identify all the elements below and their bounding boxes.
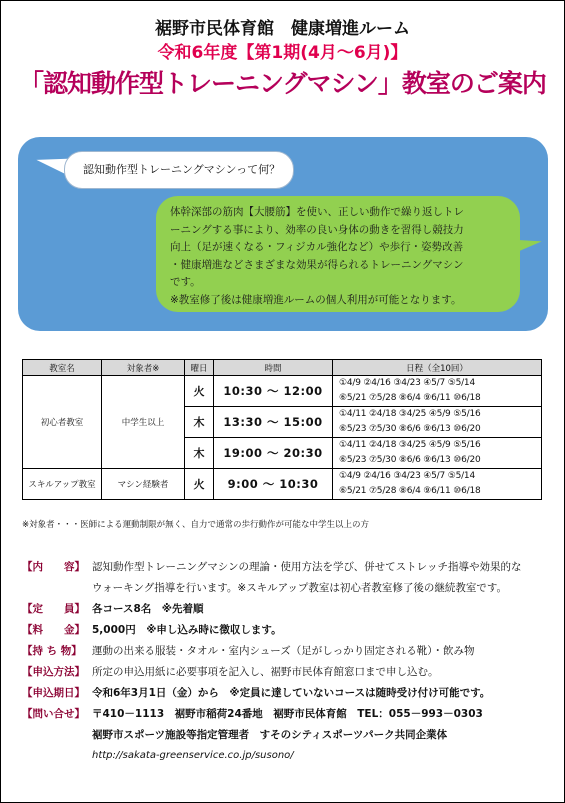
content-label: 【内 容】	[22, 561, 85, 573]
details-section	[22, 556, 552, 766]
answer-line: ※教室修了後は健康増進ルームの個人利用が可能となります。	[170, 293, 462, 306]
class-beginner: 初心者教室	[23, 376, 102, 469]
target-note: ※対象者・・・医師による運動制限が無く、自力で通常の歩行動作が可能な中学生以上の方	[22, 520, 369, 530]
dates-cell	[333, 376, 542, 407]
class-title: 「認知動作型トレーニングマシン」教室のご案内	[19, 69, 546, 98]
apply-label: 【申込方法】	[22, 666, 85, 678]
time-cell: 13:30 ～ 15:00	[214, 407, 333, 438]
items-label: 【持 ち 物】	[22, 645, 82, 657]
time-cell: 10:30 ～ 12:00	[214, 376, 333, 407]
apply-text: 所定の申込用紙に必要事項を記入し、裾野市民体育館窓口まで申し込む。	[92, 666, 439, 678]
target-skillup: マシン経験者	[102, 469, 185, 500]
table-row	[23, 469, 542, 500]
dates-cell	[333, 469, 542, 500]
dates-cell	[333, 438, 542, 469]
capacity-row	[22, 598, 552, 619]
capacity-label: 【定 員】	[22, 603, 85, 615]
answer-line: ・健康増進などさまざまな効果が得られるトレーニングマシン	[170, 258, 464, 271]
answer-line: 体幹深部の筋肉【大腰筋】を使い、正しい動作で繰り返しトレ	[170, 206, 464, 218]
dates-line: ①4/9 ②4/16 ③4/23 ④5/7 ⑤5/14	[339, 471, 475, 481]
dates-line: ⑥5/21 ⑦5/28 ⑧6/4 ⑨6/11 ⑩6/18	[339, 486, 481, 496]
header-class: 教室名	[23, 360, 102, 376]
time-cell: 19:00 ～ 20:30	[214, 438, 333, 469]
contact-address: 〒410－1113 裾野市稲荷24番地 裾野市民体育館 TEL：055－993－0303	[92, 708, 483, 720]
items-text: 運動の出来る服装・タオル・室内シューズ（足がしっかり固定される靴）・飲み物	[92, 645, 475, 657]
target-beginner: 中学生以上	[102, 376, 185, 469]
table-header-row	[23, 360, 542, 376]
content-text: 認知動作型トレーニングマシンの理論・使用方法を学び、併せてストレッチ指導や効果的な	[92, 561, 522, 573]
header-day: 曜日	[185, 360, 214, 376]
contact-row-continued	[22, 724, 552, 745]
apply-row	[22, 661, 552, 682]
day-cell: 木	[185, 407, 214, 438]
period-label: 【申込期日】	[22, 687, 85, 699]
content-text-2: ウォーキング指導を行います。※スキルアップ教室は初心者教室修了後の継続教室です。	[92, 582, 508, 594]
dates-cell	[333, 407, 542, 438]
content-row-continued	[22, 577, 552, 598]
term-title: 令和6年度【第1期(4月～6月)】	[157, 43, 408, 63]
contact-url-row	[22, 745, 552, 766]
answer-line: です。	[170, 276, 201, 288]
dates-line: ⑥5/23 ⑦5/30 ⑧6/6 ⑨6/13 ⑩6/20	[339, 455, 481, 465]
header-time: 時間	[214, 360, 333, 376]
table-row	[23, 376, 542, 407]
period-text: 令和6年3月1日（金）から ※定員に達していないコースは随時受け付け可能です。	[92, 687, 491, 699]
items-row	[22, 640, 552, 661]
contact-operator: 裾野市スポーツ施設等指定管理者 すそのシティスポーツパーク共同企業体	[92, 729, 448, 741]
dates-line: ①4/9 ②4/16 ③4/23 ④5/7 ⑤5/14	[339, 378, 475, 388]
day-cell: 火	[185, 469, 214, 500]
schedule-table	[22, 359, 542, 500]
header-target: 対象者※	[102, 360, 185, 376]
period-row	[22, 682, 552, 703]
fee-row	[22, 619, 552, 640]
day-cell: 火	[185, 376, 214, 407]
day-cell: 木	[185, 438, 214, 469]
capacity-text: 各コース8名 ※先着順	[92, 603, 204, 615]
content-row	[22, 556, 552, 577]
contact-row	[22, 703, 552, 724]
dates-line: ⑥5/21 ⑦5/28 ⑧6/4 ⑨6/11 ⑩6/18	[339, 393, 481, 403]
contact-url[interactable]: http://sakata-greenservice.co.jp/susono/	[92, 750, 294, 761]
fee-text: 5,000円 ※申し込み時に徴収します。	[92, 624, 282, 636]
fee-label: 【料 金】	[22, 624, 85, 636]
header-dates: 日程（全10回）	[333, 360, 542, 376]
dates-line: ①4/11 ②4/18 ③4/25 ④5/9 ⑤5/16	[339, 409, 481, 419]
contact-label: 【問い合せ】	[22, 708, 85, 720]
time-cell: 9:00 ～ 10:30	[214, 469, 333, 500]
answer-line: 向上（足が速くなる・フィジカル強化など）や歩行・姿勢改善	[170, 241, 464, 253]
dates-line: ⑥5/23 ⑦5/30 ⑧6/6 ⑨6/13 ⑩6/20	[339, 424, 481, 434]
facility-title: 裾野市民体育館 健康増進ルーム	[155, 19, 410, 39]
dates-line: ①4/11 ②4/18 ③4/25 ④5/9 ⑤5/16	[339, 440, 481, 450]
answer-bubble	[156, 196, 520, 312]
answer-line: ーニングする事により、効率の良い身体の動きを習得し競技力	[170, 223, 464, 236]
question-bubble: 認知動作型トレーニングマシンって何？	[64, 151, 294, 189]
class-skillup: スキルアップ教室	[23, 469, 102, 500]
